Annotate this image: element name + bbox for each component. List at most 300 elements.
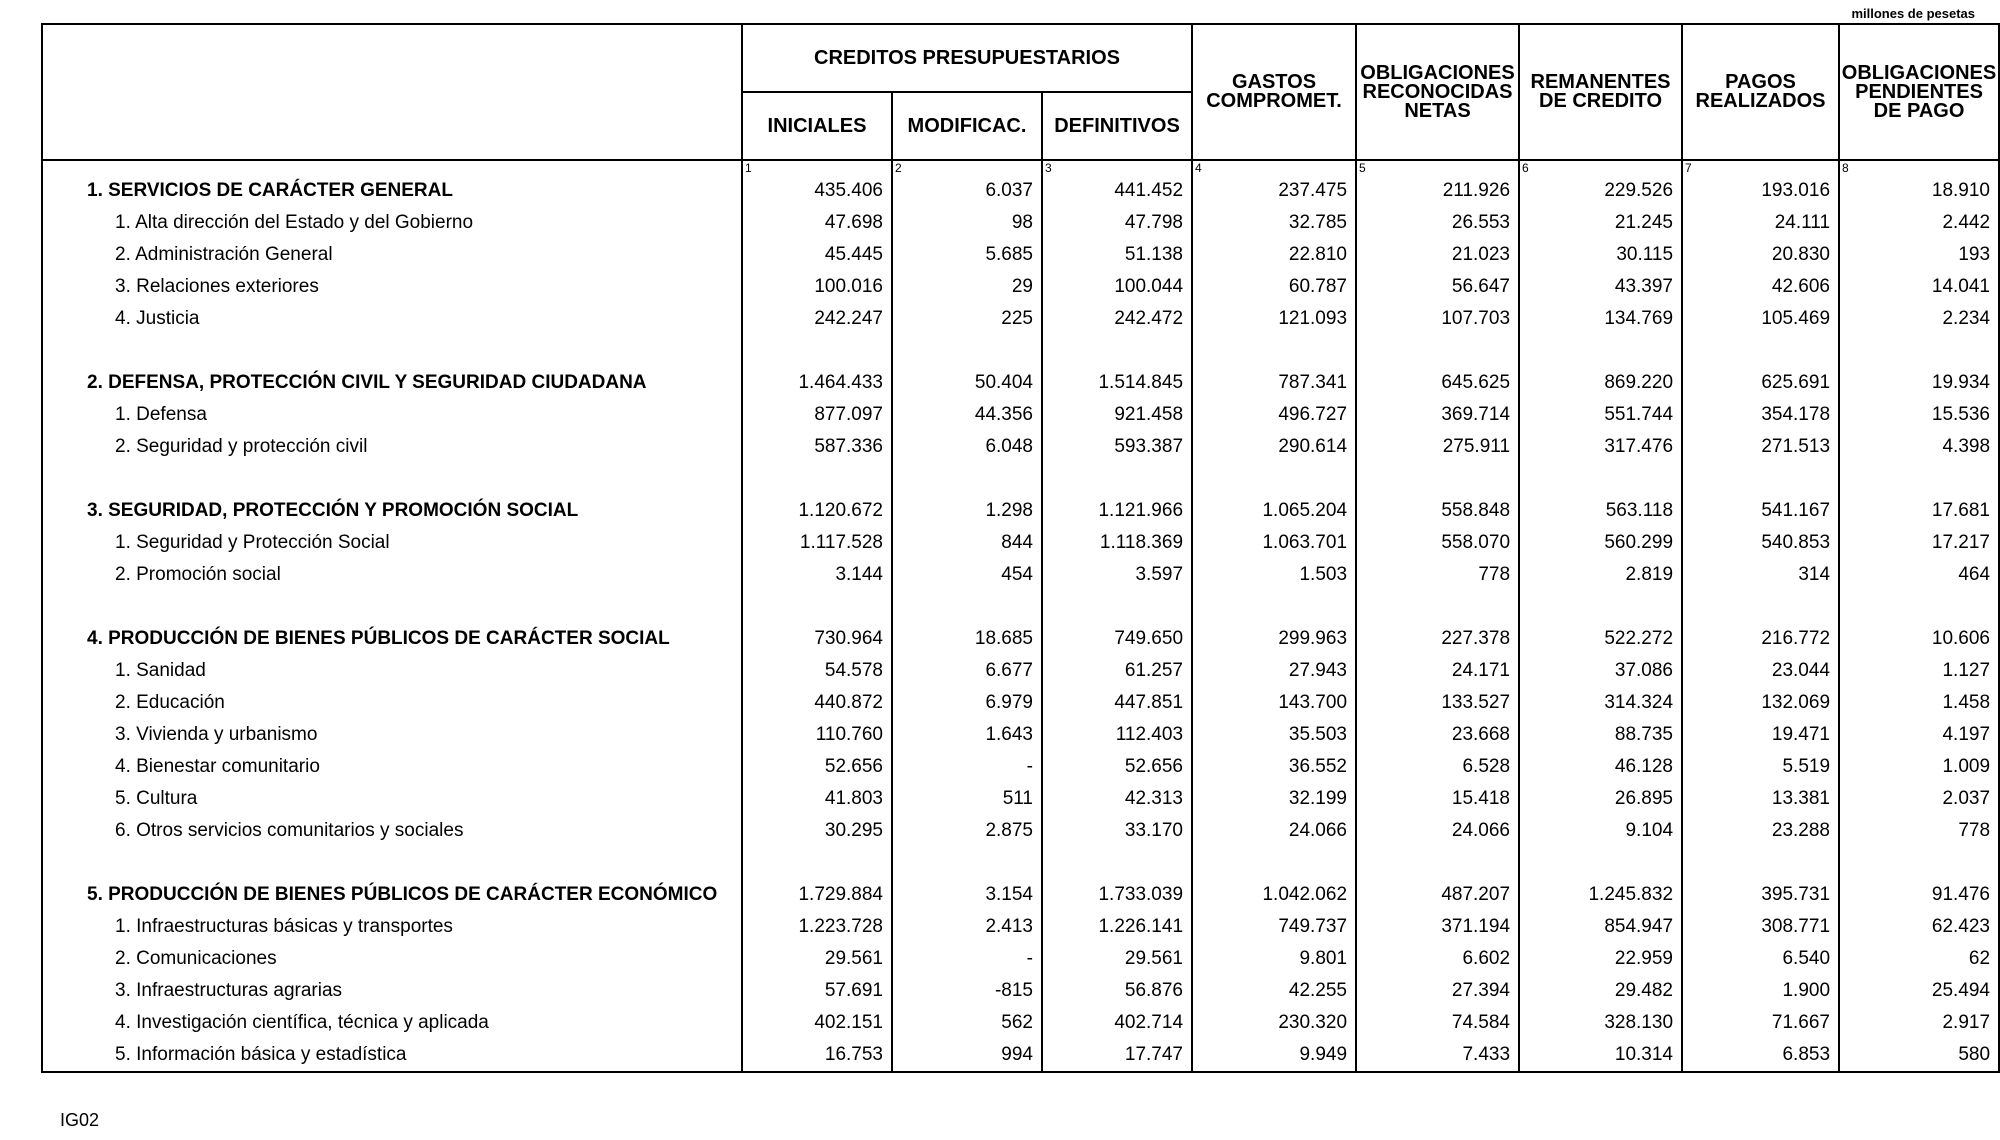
- column-number: 8: [1839, 160, 1999, 175]
- value-cell: 45.445: [742, 239, 892, 271]
- value-cell: 60.787: [1192, 271, 1356, 303]
- value-cell: 134.769: [1519, 303, 1682, 335]
- spacer-cell: [1519, 847, 1682, 879]
- value-cell: 6.048: [892, 431, 1042, 463]
- spacer-cell: [1192, 847, 1356, 879]
- value-cell: 869.220: [1519, 367, 1682, 399]
- value-cell: 23.288: [1682, 815, 1839, 847]
- spacer-cell: [1356, 463, 1519, 495]
- spacer-cell: [1192, 335, 1356, 367]
- index-blank: [42, 160, 742, 175]
- row-label: 4. Investigación científica, técnica y aplicada: [42, 1007, 742, 1039]
- value-cell: 6.540: [1682, 943, 1839, 975]
- spacer-cell: [1682, 591, 1839, 623]
- value-cell: 6.602: [1356, 943, 1519, 975]
- value-cell: 2.917: [1839, 1007, 1999, 1039]
- value-cell: 42.255: [1192, 975, 1356, 1007]
- spacer-cell: [742, 335, 892, 367]
- value-cell: 551.744: [1519, 399, 1682, 431]
- value-cell: 110.760: [742, 719, 892, 751]
- spacer-cell: [1042, 335, 1192, 367]
- spacer-cell: [1682, 847, 1839, 879]
- value-cell: 36.552: [1192, 751, 1356, 783]
- value-cell: 994: [892, 1039, 1042, 1072]
- value-cell: 30.295: [742, 815, 892, 847]
- table-row: [42, 431, 1999, 463]
- value-cell: 369.714: [1356, 399, 1519, 431]
- value-cell: 2.413: [892, 911, 1042, 943]
- value-cell: 242.247: [742, 303, 892, 335]
- value-cell: 105.469: [1682, 303, 1839, 335]
- row-label: 1. Alta dirección del Estado y del Gobierno: [42, 207, 742, 239]
- value-cell: 275.911: [1356, 431, 1519, 463]
- value-cell: 229.526: [1519, 175, 1682, 207]
- value-cell: 1.503: [1192, 559, 1356, 591]
- value-cell: 20.830: [1682, 239, 1839, 271]
- row-label: 5. PRODUCCIÓN DE BIENES PÚBLICOS DE CARÁCTER ECONÓMICO: [42, 879, 742, 911]
- value-cell: 24.066: [1192, 815, 1356, 847]
- value-cell: 3.597: [1042, 559, 1192, 591]
- value-cell: 26.553: [1356, 207, 1519, 239]
- value-cell: 35.503: [1192, 719, 1356, 751]
- value-cell: 1.117.528: [742, 527, 892, 559]
- value-cell: 27.943: [1192, 655, 1356, 687]
- table-row: [42, 911, 1999, 943]
- value-cell: 4.398: [1839, 431, 1999, 463]
- table-body: [42, 160, 1999, 1072]
- value-cell: 844: [892, 527, 1042, 559]
- value-cell: 1.127: [1839, 655, 1999, 687]
- value-cell: 271.513: [1682, 431, 1839, 463]
- value-cell: 371.194: [1356, 911, 1519, 943]
- value-cell: 314: [1682, 559, 1839, 591]
- table-row: [42, 1039, 1999, 1072]
- value-cell: 540.853: [1682, 527, 1839, 559]
- value-cell: 487.207: [1356, 879, 1519, 911]
- value-cell: 3.144: [742, 559, 892, 591]
- row-label: 5. Información básica y estadística: [42, 1039, 742, 1072]
- table-header: [42, 24, 1999, 160]
- table-row: [42, 655, 1999, 687]
- value-cell: 14.041: [1839, 271, 1999, 303]
- value-cell: 21.245: [1519, 207, 1682, 239]
- row-label: 2. DEFENSA, PROTECCIÓN CIVIL Y SEGURIDAD CIUDADANA: [42, 367, 742, 399]
- table-row: [42, 719, 1999, 751]
- value-cell: 225: [892, 303, 1042, 335]
- value-cell: 496.727: [1192, 399, 1356, 431]
- spacer-cell: [1519, 463, 1682, 495]
- row-label: 6. Otros servicios comunitarios y sociales: [42, 815, 742, 847]
- value-cell: 921.458: [1042, 399, 1192, 431]
- row-label: 5. Cultura: [42, 783, 742, 815]
- value-cell: 749.650: [1042, 623, 1192, 655]
- spacer-cell: [1839, 335, 1999, 367]
- value-cell: 1.121.966: [1042, 495, 1192, 527]
- value-cell: 98: [892, 207, 1042, 239]
- spacer-cell: [42, 463, 742, 495]
- value-cell: 143.700: [1192, 687, 1356, 719]
- header-definitivos: DEFINITIVOS: [1042, 92, 1192, 160]
- value-cell: 580: [1839, 1039, 1999, 1072]
- value-cell: 1.042.062: [1192, 879, 1356, 911]
- spacer-row: [42, 591, 1999, 623]
- value-cell: 29.561: [1042, 943, 1192, 975]
- budget-table: [41, 23, 2000, 1073]
- spacer-cell: [892, 335, 1042, 367]
- spacer-cell: [1839, 463, 1999, 495]
- value-cell: 132.069: [1682, 687, 1839, 719]
- value-cell: 778: [1839, 815, 1999, 847]
- value-cell: 854.947: [1519, 911, 1682, 943]
- table-row: [42, 271, 1999, 303]
- value-cell: 625.691: [1682, 367, 1839, 399]
- column-number: 7: [1682, 160, 1839, 175]
- value-cell: 328.130: [1519, 1007, 1682, 1039]
- value-cell: 47.698: [742, 207, 892, 239]
- value-cell: 74.584: [1356, 1007, 1519, 1039]
- spacer-row: [42, 463, 1999, 495]
- value-cell: 13.381: [1682, 783, 1839, 815]
- table-row: [42, 527, 1999, 559]
- value-cell: 454: [892, 559, 1042, 591]
- value-cell: 1.226.141: [1042, 911, 1192, 943]
- column-number: 2: [892, 160, 1042, 175]
- value-cell: -: [892, 943, 1042, 975]
- header-description: [42, 24, 742, 160]
- value-cell: 558.070: [1356, 527, 1519, 559]
- spacer-cell: [742, 847, 892, 879]
- value-cell: 18.685: [892, 623, 1042, 655]
- value-cell: 10.606: [1839, 623, 1999, 655]
- table-row: [42, 559, 1999, 591]
- value-cell: 1.643: [892, 719, 1042, 751]
- value-cell: 91.476: [1839, 879, 1999, 911]
- value-cell: 1.063.701: [1192, 527, 1356, 559]
- value-cell: 2.442: [1839, 207, 1999, 239]
- value-cell: 41.803: [742, 783, 892, 815]
- value-cell: 299.963: [1192, 623, 1356, 655]
- value-cell: 558.848: [1356, 495, 1519, 527]
- group-row: [42, 367, 1999, 399]
- value-cell: 560.299: [1519, 527, 1682, 559]
- spacer-cell: [1839, 847, 1999, 879]
- value-cell: 21.023: [1356, 239, 1519, 271]
- value-cell: 563.118: [1519, 495, 1682, 527]
- spacer-cell: [42, 335, 742, 367]
- spacer-row: [42, 847, 1999, 879]
- row-label: 3. Vivienda y urbanismo: [42, 719, 742, 751]
- row-label: 1. SERVICIOS DE CARÁCTER GENERAL: [42, 175, 742, 207]
- value-cell: 32.785: [1192, 207, 1356, 239]
- spacer-cell: [1519, 591, 1682, 623]
- value-cell: 22.810: [1192, 239, 1356, 271]
- spacer-cell: [1042, 591, 1192, 623]
- value-cell: 23.044: [1682, 655, 1839, 687]
- spacer-cell: [1519, 335, 1682, 367]
- value-cell: 30.115: [1519, 239, 1682, 271]
- column-number: 3: [1042, 160, 1192, 175]
- value-cell: 17.747: [1042, 1039, 1192, 1072]
- column-number-row: [42, 160, 1999, 175]
- value-cell: 26.895: [1519, 783, 1682, 815]
- value-cell: 15.536: [1839, 399, 1999, 431]
- value-cell: 4.197: [1839, 719, 1999, 751]
- header-creditos: CREDITOS PRESUPUESTARIOS: [742, 24, 1192, 92]
- value-cell: 17.217: [1839, 527, 1999, 559]
- value-cell: 211.926: [1356, 175, 1519, 207]
- value-cell: 1.118.369: [1042, 527, 1192, 559]
- value-cell: 1.245.832: [1519, 879, 1682, 911]
- value-cell: 778: [1356, 559, 1519, 591]
- value-cell: 402.714: [1042, 1007, 1192, 1039]
- row-label: 3. Relaciones exteriores: [42, 271, 742, 303]
- column-number: 5: [1356, 160, 1519, 175]
- value-cell: 2.037: [1839, 783, 1999, 815]
- row-label: 2. Seguridad y protección civil: [42, 431, 742, 463]
- value-cell: -815: [892, 975, 1042, 1007]
- value-cell: 464: [1839, 559, 1999, 591]
- value-cell: 19.934: [1839, 367, 1999, 399]
- column-number: 1: [742, 160, 892, 175]
- value-cell: 562: [892, 1007, 1042, 1039]
- value-cell: 112.403: [1042, 719, 1192, 751]
- value-cell: 121.093: [1192, 303, 1356, 335]
- value-cell: 100.016: [742, 271, 892, 303]
- value-cell: 447.851: [1042, 687, 1192, 719]
- row-label: 4. PRODUCCIÓN DE BIENES PÚBLICOS DE CARÁCTER SOCIAL: [42, 623, 742, 655]
- spacer-cell: [1356, 591, 1519, 623]
- value-cell: 3.154: [892, 879, 1042, 911]
- value-cell: 395.731: [1682, 879, 1839, 911]
- value-cell: 216.772: [1682, 623, 1839, 655]
- value-cell: 6.037: [892, 175, 1042, 207]
- row-label: 2. Educación: [42, 687, 742, 719]
- value-cell: 227.378: [1356, 623, 1519, 655]
- value-cell: 25.494: [1839, 975, 1999, 1007]
- value-cell: 314.324: [1519, 687, 1682, 719]
- value-cell: 56.647: [1356, 271, 1519, 303]
- value-cell: 402.151: [742, 1007, 892, 1039]
- value-cell: 5.685: [892, 239, 1042, 271]
- row-label: 3. Infraestructuras agrarias: [42, 975, 742, 1007]
- table-row: [42, 943, 1999, 975]
- spacer-cell: [1839, 591, 1999, 623]
- table-row: [42, 399, 1999, 431]
- row-label: 4. Justicia: [42, 303, 742, 335]
- value-cell: 51.138: [1042, 239, 1192, 271]
- value-cell: 2.875: [892, 815, 1042, 847]
- value-cell: 1.458: [1839, 687, 1999, 719]
- spacer-cell: [1042, 847, 1192, 879]
- value-cell: -: [892, 751, 1042, 783]
- value-cell: 42.606: [1682, 271, 1839, 303]
- value-cell: 1.514.845: [1042, 367, 1192, 399]
- value-cell: 52.656: [742, 751, 892, 783]
- value-cell: 27.394: [1356, 975, 1519, 1007]
- value-cell: 37.086: [1519, 655, 1682, 687]
- value-cell: 2.234: [1839, 303, 1999, 335]
- value-cell: 1.298: [892, 495, 1042, 527]
- header-pendientes: OBLIGACIONES PENDIENTES DE PAGO: [1839, 24, 1999, 160]
- value-cell: 587.336: [742, 431, 892, 463]
- table-row: [42, 975, 1999, 1007]
- value-cell: 1.900: [1682, 975, 1839, 1007]
- spacer-cell: [1042, 463, 1192, 495]
- header-iniciales: INICIALES: [742, 92, 892, 160]
- value-cell: 33.170: [1042, 815, 1192, 847]
- value-cell: 10.314: [1519, 1039, 1682, 1072]
- group-row: [42, 175, 1999, 207]
- value-cell: 6.528: [1356, 751, 1519, 783]
- value-cell: 1.223.728: [742, 911, 892, 943]
- table-row: [42, 303, 1999, 335]
- row-label: 2. Administración General: [42, 239, 742, 271]
- column-number: 6: [1519, 160, 1682, 175]
- value-cell: 71.667: [1682, 1007, 1839, 1039]
- value-cell: 193: [1839, 239, 1999, 271]
- value-cell: 2.819: [1519, 559, 1682, 591]
- value-cell: 440.872: [742, 687, 892, 719]
- spacer-cell: [892, 847, 1042, 879]
- value-cell: 645.625: [1356, 367, 1519, 399]
- value-cell: 54.578: [742, 655, 892, 687]
- spacer-cell: [1682, 463, 1839, 495]
- spacer-cell: [1192, 591, 1356, 623]
- value-cell: 242.472: [1042, 303, 1192, 335]
- value-cell: 1.464.433: [742, 367, 892, 399]
- value-cell: 22.959: [1519, 943, 1682, 975]
- value-cell: 44.356: [892, 399, 1042, 431]
- value-cell: 435.406: [742, 175, 892, 207]
- footer-code: IG02: [60, 1110, 100, 1130]
- value-cell: 6.853: [1682, 1039, 1839, 1072]
- value-cell: 193.016: [1682, 175, 1839, 207]
- value-cell: 47.798: [1042, 207, 1192, 239]
- value-cell: 511: [892, 783, 1042, 815]
- value-cell: 5.519: [1682, 751, 1839, 783]
- row-label: 3. SEGURIDAD, PROTECCIÓN Y PROMOCIÓN SOCIAL: [42, 495, 742, 527]
- spacer-cell: [892, 463, 1042, 495]
- value-cell: 57.691: [742, 975, 892, 1007]
- value-cell: 88.735: [1519, 719, 1682, 751]
- value-cell: 1.065.204: [1192, 495, 1356, 527]
- spacer-cell: [742, 463, 892, 495]
- value-cell: 1.729.884: [742, 879, 892, 911]
- value-cell: 230.320: [1192, 1007, 1356, 1039]
- header-obligaciones: OBLIGACIONES RECONOCIDAS NETAS: [1356, 24, 1519, 160]
- value-cell: 62.423: [1839, 911, 1999, 943]
- value-cell: 15.418: [1356, 783, 1519, 815]
- value-cell: 317.476: [1519, 431, 1682, 463]
- table-row: [42, 1007, 1999, 1039]
- value-cell: 100.044: [1042, 271, 1192, 303]
- value-cell: 354.178: [1682, 399, 1839, 431]
- value-cell: 1.733.039: [1042, 879, 1192, 911]
- group-row: [42, 623, 1999, 655]
- value-cell: 24.111: [1682, 207, 1839, 239]
- row-label: 1. Sanidad: [42, 655, 742, 687]
- value-cell: 6.677: [892, 655, 1042, 687]
- value-cell: 1.120.672: [742, 495, 892, 527]
- spacer-cell: [1356, 335, 1519, 367]
- value-cell: 541.167: [1682, 495, 1839, 527]
- header-pagos: PAGOS REALIZADOS: [1682, 24, 1839, 160]
- table-row: [42, 751, 1999, 783]
- value-cell: 24.171: [1356, 655, 1519, 687]
- table-row: [42, 207, 1999, 239]
- group-row: [42, 879, 1999, 911]
- value-cell: 9.104: [1519, 815, 1682, 847]
- value-cell: 46.128: [1519, 751, 1682, 783]
- value-cell: 9.801: [1192, 943, 1356, 975]
- value-cell: 593.387: [1042, 431, 1192, 463]
- table-row: [42, 815, 1999, 847]
- value-cell: 56.876: [1042, 975, 1192, 1007]
- value-cell: 290.614: [1192, 431, 1356, 463]
- spacer-cell: [1192, 463, 1356, 495]
- value-cell: 749.737: [1192, 911, 1356, 943]
- value-cell: 61.257: [1042, 655, 1192, 687]
- value-cell: 6.979: [892, 687, 1042, 719]
- value-cell: 29.561: [742, 943, 892, 975]
- row-label: 1. Seguridad y Protección Social: [42, 527, 742, 559]
- spacer-cell: [42, 847, 742, 879]
- value-cell: 7.433: [1356, 1039, 1519, 1072]
- value-cell: 29: [892, 271, 1042, 303]
- value-cell: 62: [1839, 943, 1999, 975]
- units-note: millones de pesetas: [1851, 6, 1975, 21]
- row-label: 1. Defensa: [42, 399, 742, 431]
- header-gastos: GASTOS COMPROMET.: [1192, 24, 1356, 160]
- table-row: [42, 687, 1999, 719]
- value-cell: 522.272: [1519, 623, 1682, 655]
- value-cell: 133.527: [1356, 687, 1519, 719]
- value-cell: 18.910: [1839, 175, 1999, 207]
- value-cell: 730.964: [742, 623, 892, 655]
- spacer-cell: [42, 591, 742, 623]
- row-label: 2. Promoción social: [42, 559, 742, 591]
- header-remanentes: REMANENTES DE CREDITO: [1519, 24, 1682, 160]
- value-cell: 877.097: [742, 399, 892, 431]
- value-cell: 237.475: [1192, 175, 1356, 207]
- row-label: 2. Comunicaciones: [42, 943, 742, 975]
- spacer-cell: [1682, 335, 1839, 367]
- value-cell: 9.949: [1192, 1039, 1356, 1072]
- value-cell: 19.471: [1682, 719, 1839, 751]
- value-cell: 16.753: [742, 1039, 892, 1072]
- spacer-cell: [742, 591, 892, 623]
- value-cell: 43.397: [1519, 271, 1682, 303]
- value-cell: 50.404: [892, 367, 1042, 399]
- table-row: [42, 239, 1999, 271]
- value-cell: 787.341: [1192, 367, 1356, 399]
- value-cell: 308.771: [1682, 911, 1839, 943]
- value-cell: 52.656: [1042, 751, 1192, 783]
- row-label: 4. Bienestar comunitario: [42, 751, 742, 783]
- value-cell: 441.452: [1042, 175, 1192, 207]
- value-cell: 107.703: [1356, 303, 1519, 335]
- table-row: [42, 783, 1999, 815]
- value-cell: 1.009: [1839, 751, 1999, 783]
- value-cell: 32.199: [1192, 783, 1356, 815]
- value-cell: 23.668: [1356, 719, 1519, 751]
- value-cell: 24.066: [1356, 815, 1519, 847]
- row-label: 1. Infraestructuras básicas y transportes: [42, 911, 742, 943]
- value-cell: 17.681: [1839, 495, 1999, 527]
- column-number: 4: [1192, 160, 1356, 175]
- group-row: [42, 495, 1999, 527]
- spacer-cell: [1356, 847, 1519, 879]
